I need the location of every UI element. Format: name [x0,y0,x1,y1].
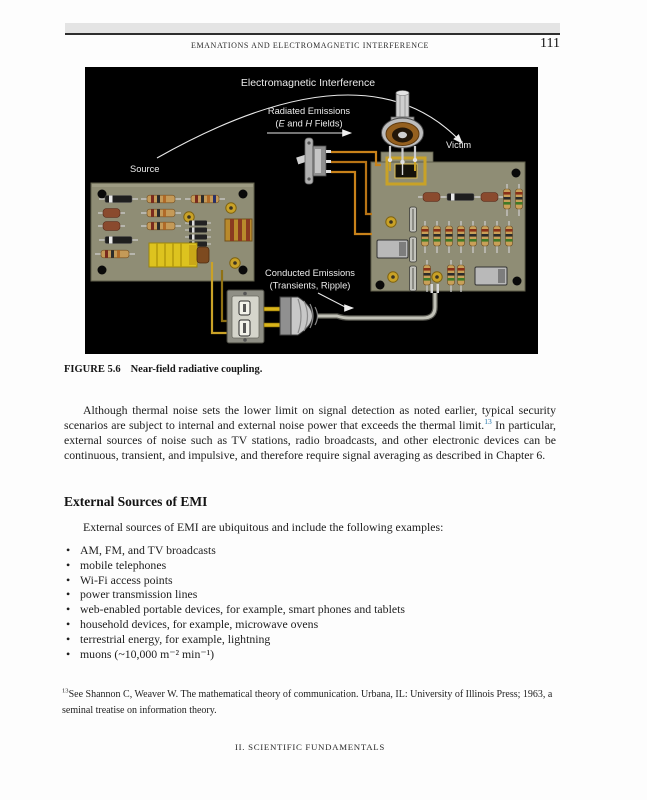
running-head: EMANATIONS AND ELECTROMAGNETIC INTERFERENCE [190,41,429,50]
list-item [64,558,556,573]
ic-chip-2 [475,267,507,285]
list-item [64,602,556,617]
scan-artifact-bar [65,23,560,35]
section-intro: External sources of EMI are ubiquitous and include the following examples: [83,520,444,534]
list-item [64,632,556,647]
radiated-emissions-label: Radiated Emissions [267,106,351,116]
transients-ripple-label: (Transients, Ripple) [269,280,351,291]
list-item [64,647,556,662]
paragraph-text-part2: In particular, external sources of noise such as TV stations, radio broadcasts, and other electronic devices can be continuous, transient, and impulsive, and therefore require signal averaging as described in Chapter 6. [64,418,556,462]
source-label: Source [130,164,160,174]
list-item [64,573,556,588]
list-item-text: terrestrial energy, for example, lightning [80,631,271,646]
section-heading: External Sources of EMI [64,494,208,509]
list-item-text: AM, FM, and TV broadcasts [80,543,216,557]
figure-svg [85,67,538,354]
list-item-text: power transmission lines [80,587,198,602]
footnote [62,687,570,719]
part-footer: II. SCIENTIFIC FUNDAMENTALS [235,742,385,752]
list-item [64,587,556,602]
emi-sources-list [64,543,556,661]
list-item [64,617,556,632]
figure-caption [64,364,262,375]
emi-title-label: Electromagnetic Interference [240,77,376,89]
power-outlet [227,290,264,343]
page-number: 111 [540,36,560,51]
list-item-text: web-enabled portable devices, for example, smart phones and tablets [80,602,405,617]
list-item-text: mobile telephones [80,557,167,572]
ic-chip-1 [377,240,408,258]
footnote-number: 13 [62,687,69,695]
paragraph-text-part1: Although thermal noise sets the lower limit on signal detection as noted earlier, typical security scenarios are subject to internal and external noise power that exceeds the thermal limit. [64,403,556,432]
list-item [64,543,556,558]
list-item-text: muons (~10,000 m⁻² min⁻¹) [80,646,215,661]
footnote-text: See Shannon C, Weaver W. The mathematical theory of communication. Urbana, IL: University of Illinois Press; 1963, a seminal treatise on information theory. [62,689,553,716]
victim-circuit-board [371,152,525,292]
footnote-reference-link[interactable]: 13 [484,417,492,427]
body-paragraph [64,403,556,463]
list-item-text: household devices, for example, microwave ovens [80,616,319,631]
figure-caption-text: Near-field radiative coupling. [130,364,263,375]
efields-label: (E and H Fields) [275,118,343,129]
figure-5-6-image [85,67,538,354]
figure-caption-label: FIGURE 5.6 [64,364,121,375]
conducted-emissions-label: Conducted Emissions [265,268,355,278]
source-circuit-board [91,183,254,281]
list-item-text: Wi-Fi access points [80,572,173,587]
victim-label: Victim [446,140,472,150]
